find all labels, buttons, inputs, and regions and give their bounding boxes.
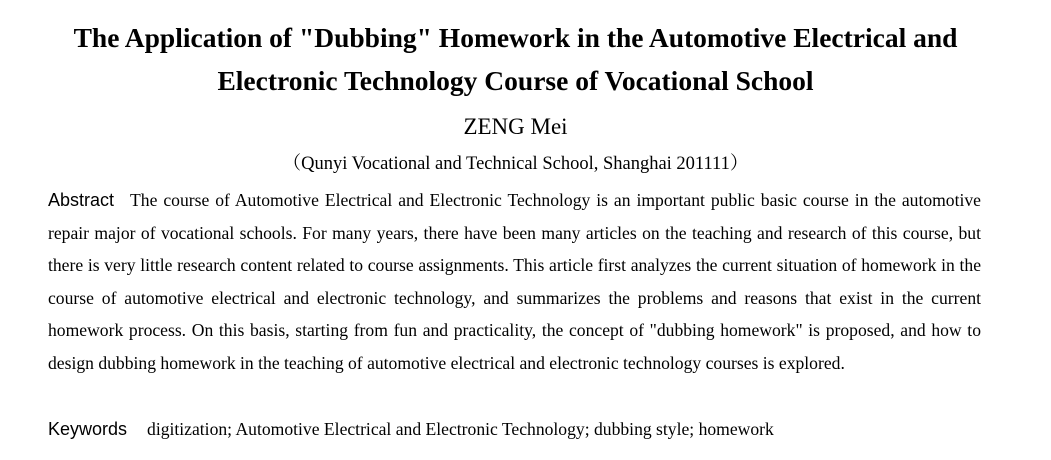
keywords-label: Keywords [48, 419, 128, 439]
keywords-text: digitization; Automotive Electrical and Electronic Technology; dubbing style; homework [147, 419, 774, 439]
keywords-line [48, 413, 1008, 445]
author-affiliation: （Qunyi Vocational and Technical School, Shanghai 201111） [282, 154, 749, 174]
author-name: ZENG Mei [463, 114, 568, 139]
paper-title-line-2: Electronic Technology Course of Vocational School [217, 65, 814, 96]
paper-title-line-1: The Application of "Dubbing" Homework in the Automotive Electrical and [73, 22, 958, 53]
abstract-paragraph [48, 184, 981, 380]
abstract-text: The course of Automotive Electrical and Electronic Technology is an important public basic course in the automotive repair major of vocational schools. For many years, there have been many articles on the teaching and research of this course, but there is very little research content related to course assignments. This article first analyzes the current situation of homework in the course of automotive electrical and electronic technology, and summarizes the problems and reasons that exist in the current homework process. On this basis, starting from fun and practicality, the concept of "dubbing homework" is proposed, and how to design dubbing homework in the teaching of automotive electrical and electronic technology courses is explored. [48, 190, 981, 373]
abstract-label: Abstract [48, 190, 115, 210]
